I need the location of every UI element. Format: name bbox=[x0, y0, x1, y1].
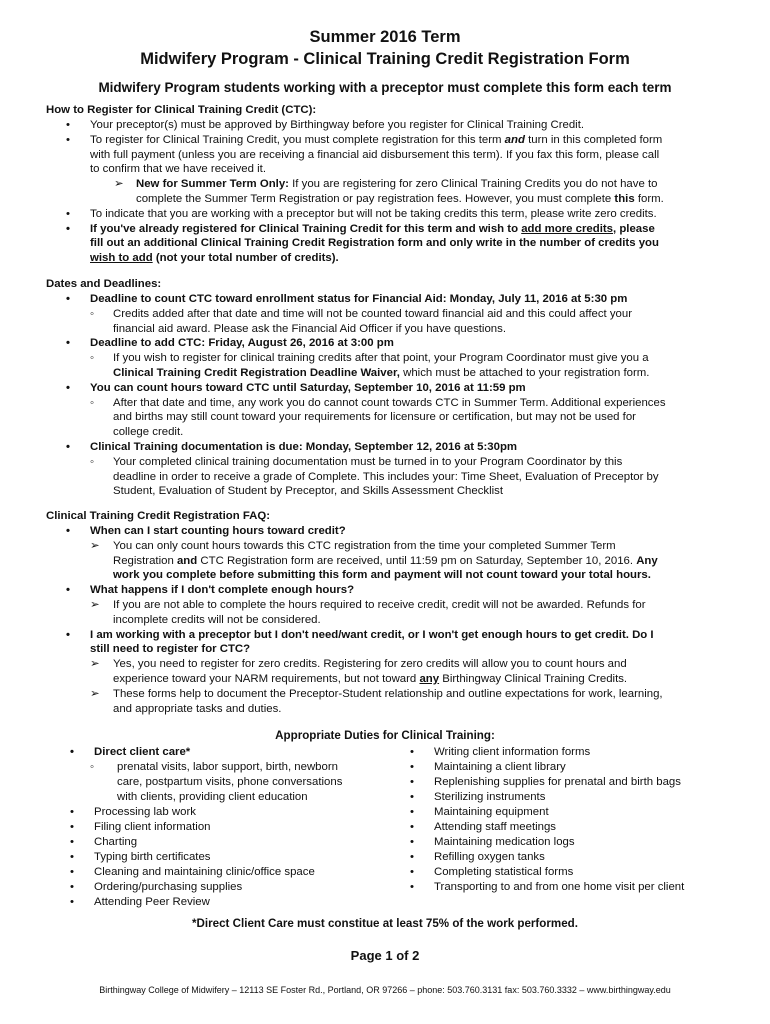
dates-list bbox=[66, 292, 746, 499]
list-item: • Cleaning and maintaining clinic/office space bbox=[70, 866, 315, 878]
term-title: Summer 2016 Term bbox=[309, 28, 461, 46]
list-item: • Deadline to count CTC toward enrollment status for Financial Aid: Monday, July 11, 2016 at 5:30 pm bbox=[66, 293, 628, 305]
list-item: • You can count hours toward CTC until Saturday, September 10, 2016 at 11:59 pm bbox=[66, 381, 526, 394]
list-item: • Your preceptor(s) must be approved by Birthingway before you register for Clinical Training Credit. bbox=[66, 119, 585, 131]
bullet-icon: • bbox=[66, 381, 70, 394]
list-item: • Attending Peer Review bbox=[70, 896, 210, 908]
bullet-icon: • bbox=[410, 791, 414, 803]
list-item: ➢ New for Summer Term Only: If you are registering for zero Clinical Training Credits you do not have to complete the Summer Term Registration or pay registration fees. However, you must complete this form. bbox=[114, 178, 664, 205]
list-item: • I am working with a preceptor but I don't need/want credit, or I won't get enough hours to get credit. Do I still need to register for CTC? bbox=[66, 628, 654, 656]
circle-icon: ◦ bbox=[90, 761, 95, 773]
list-item: • When can I start counting hours toward credit? bbox=[66, 525, 346, 537]
bullet-icon: • bbox=[410, 821, 414, 833]
form-subtitle: Midwifery Program students working with a preceptor must complete this form each term bbox=[98, 80, 672, 95]
bullet-icon: • bbox=[66, 207, 70, 220]
list-item: • To register for Clinical Training Credit, you must complete registration for this term and turn in this completed form with full payment (unless you are receiving a financial aid disbursement this term). If you fax this form, please call to confirm that we have received it. bbox=[66, 133, 663, 176]
bullet-icon: • bbox=[66, 293, 70, 305]
list-item: • Maintaining a client library bbox=[410, 761, 566, 773]
circle-icon: ◦ bbox=[90, 455, 95, 468]
footer-address: Birthingway College of Midwifery – 12113 SE Foster Rd., Portland, OR 97266 – phone: 503.760.3131 fax: 503.760.3332 – www.birthingway.edu bbox=[99, 985, 671, 995]
page-number: Page 1 of 2 bbox=[350, 948, 420, 963]
list-item: • Clinical Training documentation is due: Monday, September 12, 2016 at 5:30pm bbox=[66, 440, 518, 453]
form-title: Midwifery Program - Clinical Training Credit Registration Form bbox=[140, 50, 630, 68]
list-item: • Filing client information bbox=[70, 821, 211, 833]
list-item: ➢ Yes, you need to register for zero credits. Registering for zero credits will allow you to count hours and experience toward your NARM requirements, but not toward any Birthingway Clinical Training Credits. bbox=[90, 658, 628, 685]
dates-heading: Dates and Deadlines: bbox=[46, 278, 162, 290]
arrow-icon: ➢ bbox=[114, 178, 124, 191]
circle-icon: ◦ bbox=[90, 396, 95, 409]
list-item: • Writing client information forms bbox=[410, 746, 591, 758]
duties-heading: Appropriate Duties for Clinical Training: bbox=[275, 729, 495, 742]
list-item: ➢ You can only count hours towards this CTC registration from the time your completed Summer Term Registration and CTC Registration form are received, until 11:59 pm on Saturday, September 10, 2016. Any work you complete before submitting this form and payment will not count toward your total hours. bbox=[90, 539, 658, 582]
arrow-icon: ➢ bbox=[90, 598, 100, 611]
bullet-icon: • bbox=[70, 866, 74, 878]
list-item: • Direct client care* bbox=[70, 746, 191, 758]
list-item: • Maintaining medication logs bbox=[410, 836, 575, 848]
list-item: • Maintaining equipment bbox=[410, 806, 549, 818]
direct-care-note: *Direct Client Care must constitue at least 75% of the work performed. bbox=[192, 917, 578, 930]
list-item: • Completing statistical forms bbox=[410, 866, 574, 878]
list-item: • What happens if I don't complete enough hours? bbox=[66, 584, 355, 597]
list-item: ◦ Credits added after that date and time will not be counted toward financial aid and this could affect your financial aid award. Please ask the Financial Aid Officer if you have questions. bbox=[90, 307, 633, 335]
list-item: • Transporting to and from one home visit per client bbox=[410, 881, 685, 893]
list-item: ◦ prenatal visits, labor support, birth, newborn care, postpartum visits, phone conversations with clients, providing client education bbox=[90, 761, 343, 803]
bullet-icon: • bbox=[410, 806, 414, 818]
circle-icon: ◦ bbox=[90, 307, 95, 320]
list-item: • Ordering/purchasing supplies bbox=[70, 881, 243, 893]
bullet-icon: • bbox=[70, 821, 74, 833]
bullet-icon: • bbox=[410, 776, 414, 788]
bullet-icon: • bbox=[410, 836, 414, 848]
list-item: • Refilling oxygen tanks bbox=[410, 851, 545, 863]
list-item: • Deadline to add CTC: Friday, August 26, 2016 at 3:00 pm bbox=[66, 337, 394, 350]
register-list bbox=[66, 118, 746, 266]
bullet-icon: • bbox=[66, 133, 70, 146]
bullet-icon: • bbox=[410, 881, 414, 893]
list-item: ◦ Your completed clinical training documentation must be turned in to your Program Coordinator by this deadline in order to receive a grade of Complete. This includes your: Time Sheet, Evaluation of Preceptor by Student, Evaluation of Student by Preceptor, and Skills Assessment Checklist bbox=[90, 455, 659, 498]
list-item: • Attending staff meetings bbox=[410, 821, 556, 833]
list-item: • To indicate that you are working with a preceptor but will not be taking credits this term, please write zero credits. bbox=[66, 207, 657, 220]
list-item: • Replenishing supplies for prenatal and birth bags bbox=[410, 776, 681, 788]
list-item: ◦ If you wish to register for clinical training credits after that point, your Program Coordinator must give you a Clinical Training Credit Registration Deadline Waiver, which must be attached to your registration form. bbox=[90, 352, 650, 379]
bullet-icon: • bbox=[70, 746, 74, 758]
bullet-icon: • bbox=[70, 836, 74, 848]
list-item: • If you've already registered for Clinical Training Credit for this term and wish to add more credits, please fill out an additional Clinical Training Credit Registration form and only write in the number of credits you wish to add (not your total number of credits). bbox=[66, 222, 659, 265]
bullet-icon: • bbox=[66, 440, 70, 453]
bullet-icon: • bbox=[70, 881, 74, 893]
list-item: ◦ After that date and time, any work you do cannot count towards CTC in Summer Term. Additional experiences and births may still count toward your requirements for licensure or certification, but may not be used for college credit. bbox=[90, 396, 666, 439]
list-item: ➢ If you are not able to complete the hours required to receive credit, credit will not be awarded. Refunds for incomplete credits will not be considered. bbox=[90, 598, 646, 626]
bullet-icon: • bbox=[66, 119, 70, 131]
circle-icon: ◦ bbox=[90, 352, 95, 365]
arrow-icon: ➢ bbox=[90, 539, 100, 552]
arrow-icon: ➢ bbox=[90, 687, 100, 700]
bullet-icon: • bbox=[410, 761, 414, 773]
bullet-icon: • bbox=[66, 337, 70, 350]
duties-right-column bbox=[410, 745, 740, 895]
bullet-icon: • bbox=[66, 222, 70, 235]
faq-list bbox=[66, 524, 746, 716]
register-heading: How to Register for Clinical Training Credit (CTC): bbox=[46, 104, 317, 116]
list-item: • Charting bbox=[70, 836, 138, 848]
list-item: • Sterilizing instruments bbox=[410, 791, 546, 803]
bullet-icon: • bbox=[410, 851, 414, 863]
list-item: • Processing lab work bbox=[70, 806, 196, 818]
bullet-icon: • bbox=[66, 628, 70, 641]
list-item: • Typing birth certificates bbox=[70, 851, 211, 863]
bullet-icon: • bbox=[410, 866, 414, 878]
bullet-icon: • bbox=[66, 525, 70, 537]
arrow-icon: ➢ bbox=[90, 658, 100, 671]
list-item: ➢ These forms help to document the Preceptor-Student relationship and outline expectations for work, learning, and appropriate tasks and duties. bbox=[90, 687, 663, 715]
bullet-icon: • bbox=[66, 584, 70, 597]
bullet-icon: • bbox=[70, 806, 74, 818]
bullet-icon: • bbox=[410, 746, 414, 758]
bullet-icon: • bbox=[70, 851, 74, 863]
duties-left-column bbox=[70, 745, 390, 910]
bullet-icon: • bbox=[70, 896, 74, 908]
faq-heading: Clinical Training Credit Registration FAQ: bbox=[46, 510, 271, 522]
